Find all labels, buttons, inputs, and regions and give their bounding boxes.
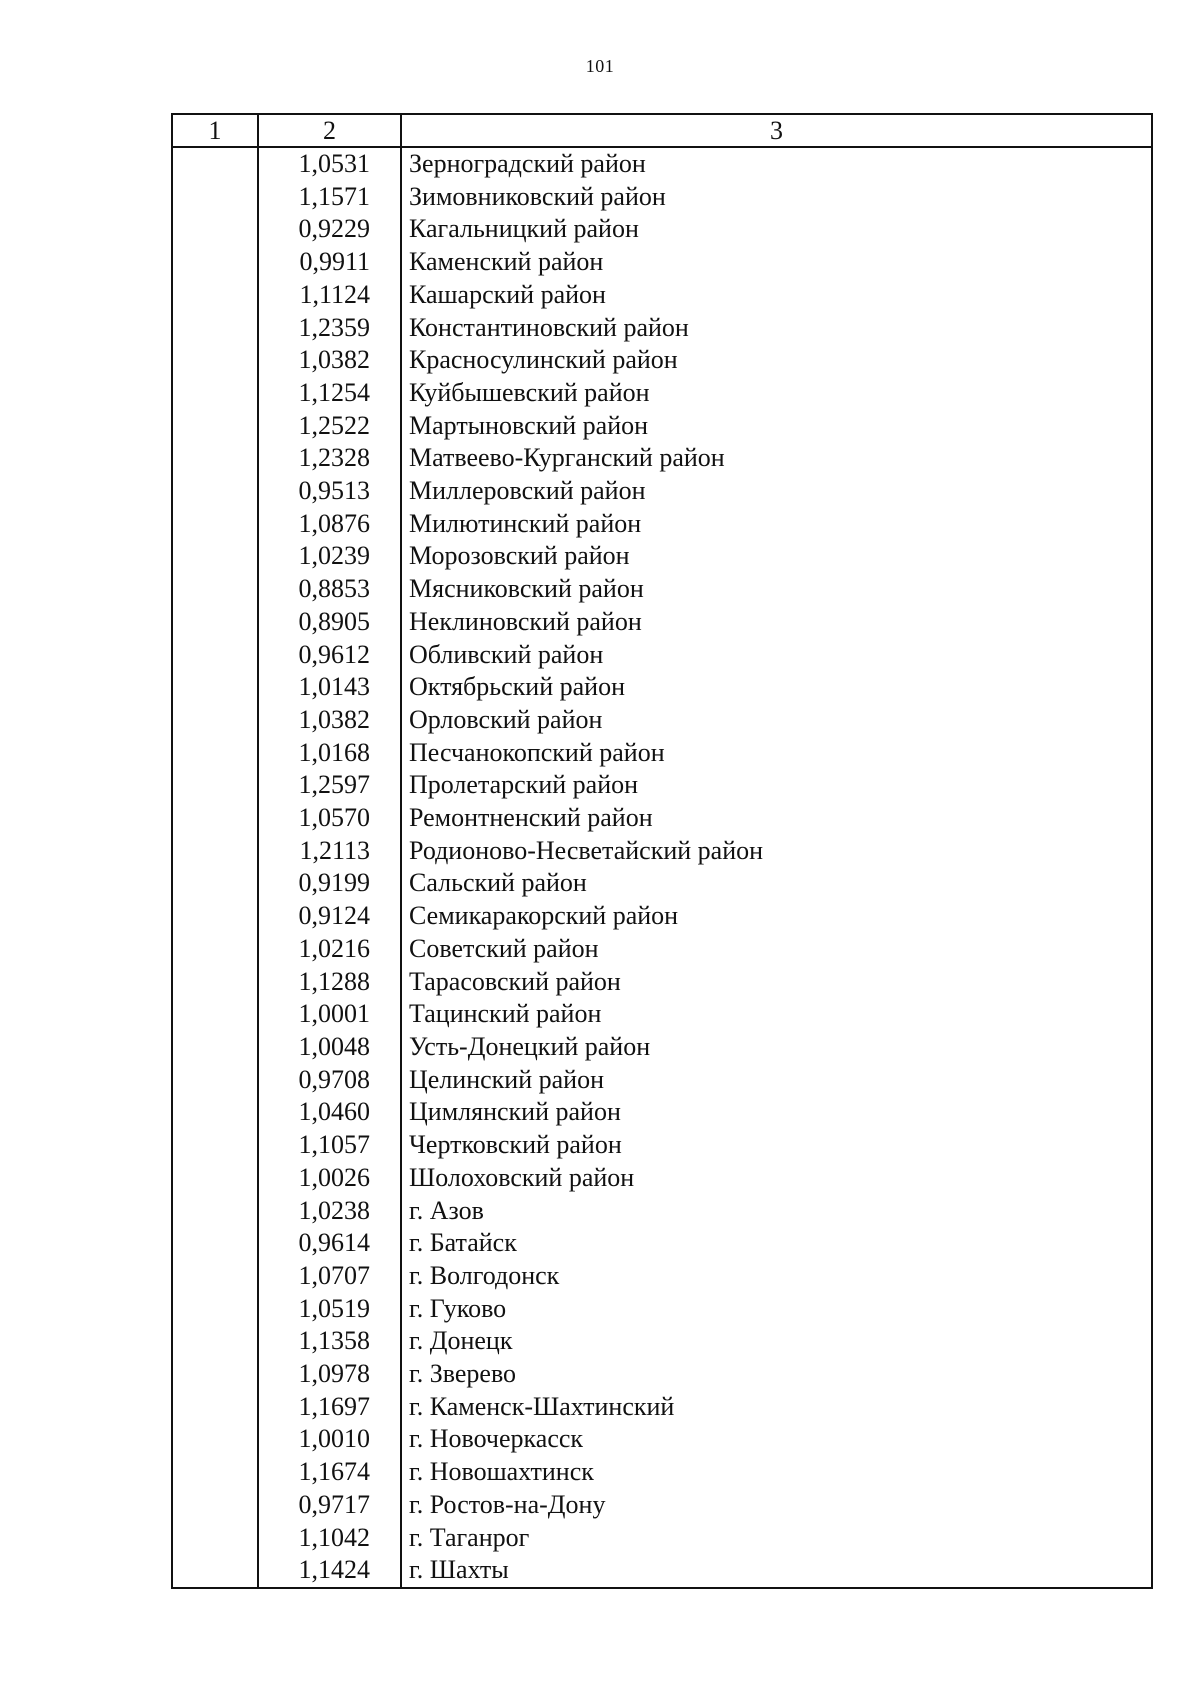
coefficient-cell: 1,0238 <box>258 1195 401 1228</box>
row-col-1-cell <box>172 1096 258 1129</box>
table-row <box>172 1227 1152 1260</box>
coefficient-cell: 0,9717 <box>258 1489 401 1522</box>
district-name-cell: Тацинский район <box>401 998 1152 1031</box>
row-col-1-cell <box>172 737 258 770</box>
table-row <box>172 1195 1152 1228</box>
coefficient-cell: 1,0239 <box>258 540 401 573</box>
table-row <box>172 933 1152 966</box>
district-name-cell: г. Донецк <box>401 1325 1152 1358</box>
row-col-1-cell <box>172 508 258 541</box>
district-name-cell: г. Таганрог <box>401 1522 1152 1555</box>
coefficient-cell: 0,9612 <box>258 639 401 672</box>
coefficient-cell: 1,1697 <box>258 1391 401 1424</box>
coefficient-cell: 1,0382 <box>258 704 401 737</box>
district-name-cell: г. Зверево <box>401 1358 1152 1391</box>
table-row <box>172 279 1152 312</box>
row-col-1-cell <box>172 1162 258 1195</box>
table-row <box>172 966 1152 999</box>
table-row <box>172 1260 1152 1293</box>
district-name-cell: Сальский район <box>401 867 1152 900</box>
district-name-cell: Кагальницкий район <box>401 213 1152 246</box>
coefficient-cell: 0,9614 <box>258 1227 401 1260</box>
table-row <box>172 1031 1152 1064</box>
table-row <box>172 998 1152 1031</box>
row-col-1-cell <box>172 1456 258 1489</box>
table-row <box>172 475 1152 508</box>
row-col-1-cell <box>172 246 258 279</box>
row-col-1-cell <box>172 1129 258 1162</box>
district-name-cell: Песчанокопский район <box>401 737 1152 770</box>
coefficient-cell: 1,2359 <box>258 312 401 345</box>
coefficient-cell: 1,1288 <box>258 966 401 999</box>
row-col-1-cell <box>172 802 258 835</box>
district-name-cell: Усть-Донецкий район <box>401 1031 1152 1064</box>
coefficient-cell: 0,9708 <box>258 1064 401 1097</box>
table-row <box>172 639 1152 672</box>
coefficient-cell: 1,0216 <box>258 933 401 966</box>
coefficient-cell: 1,0707 <box>258 1260 401 1293</box>
header-col-3: 3 <box>401 114 1152 147</box>
table-row <box>172 1423 1152 1456</box>
row-col-1-cell <box>172 1554 258 1588</box>
district-name-cell: Октябрьский район <box>401 671 1152 704</box>
district-name-cell: г. Ростов-на-Дону <box>401 1489 1152 1522</box>
table-row <box>172 1456 1152 1489</box>
district-name-cell: Мартыновский район <box>401 410 1152 443</box>
district-name-cell: Зерноградский район <box>401 147 1152 181</box>
district-name-cell: г. Гуково <box>401 1293 1152 1326</box>
row-col-1-cell <box>172 312 258 345</box>
row-col-1-cell <box>172 540 258 573</box>
district-name-cell: Советский район <box>401 933 1152 966</box>
district-name-cell: Зимовниковский район <box>401 181 1152 214</box>
table-row <box>172 900 1152 933</box>
coefficient-cell: 1,0001 <box>258 998 401 1031</box>
table-row <box>172 312 1152 345</box>
coefficient-cell: 0,9911 <box>258 246 401 279</box>
table-row <box>172 1162 1152 1195</box>
coefficient-cell: 1,0048 <box>258 1031 401 1064</box>
district-name-cell: г. Новошахтинск <box>401 1456 1152 1489</box>
row-col-1-cell <box>172 769 258 802</box>
row-col-1-cell <box>172 704 258 737</box>
row-col-1-cell <box>172 279 258 312</box>
table-row <box>172 1325 1152 1358</box>
district-name-cell: г. Азов <box>401 1195 1152 1228</box>
table-row <box>172 835 1152 868</box>
table-row <box>172 508 1152 541</box>
coefficient-cell: 1,1358 <box>258 1325 401 1358</box>
district-name-cell: Ремонтненский район <box>401 802 1152 835</box>
district-name-cell: Целинский район <box>401 1064 1152 1097</box>
coefficient-cell: 1,2328 <box>258 442 401 475</box>
coefficient-cell: 1,0143 <box>258 671 401 704</box>
page-number: 101 <box>585 56 615 76</box>
district-name-cell: Цимлянский район <box>401 1096 1152 1129</box>
table-row <box>172 1554 1152 1588</box>
coefficient-cell: 1,0978 <box>258 1358 401 1391</box>
coefficient-cell: 1,0026 <box>258 1162 401 1195</box>
table-row <box>172 377 1152 410</box>
table-row <box>172 867 1152 900</box>
row-col-1-cell <box>172 1325 258 1358</box>
header-col-2: 2 <box>258 114 401 147</box>
row-col-1-cell <box>172 1064 258 1097</box>
table-row <box>172 1522 1152 1555</box>
district-name-cell: Пролетарский район <box>401 769 1152 802</box>
coefficient-cell: 0,8905 <box>258 606 401 639</box>
district-name-cell: г. Новочеркасск <box>401 1423 1152 1456</box>
district-name-cell: Неклиновский район <box>401 606 1152 639</box>
table-row <box>172 606 1152 639</box>
row-col-1-cell <box>172 900 258 933</box>
district-name-cell: Тарасовский район <box>401 966 1152 999</box>
row-col-1-cell <box>172 1522 258 1555</box>
district-name-cell: Орловский район <box>401 704 1152 737</box>
coefficient-cell: 1,2522 <box>258 410 401 443</box>
coefficient-cell: 1,0876 <box>258 508 401 541</box>
district-name-cell: г. Батайск <box>401 1227 1152 1260</box>
coefficient-cell: 1,0382 <box>258 344 401 377</box>
table-row <box>172 246 1152 279</box>
table-row <box>172 1129 1152 1162</box>
row-col-1-cell <box>172 1358 258 1391</box>
district-name-cell: Чертковский район <box>401 1129 1152 1162</box>
table-row <box>172 1489 1152 1522</box>
district-name-cell: Красносулинский район <box>401 344 1152 377</box>
table-row <box>172 442 1152 475</box>
row-col-1-cell <box>172 1227 258 1260</box>
coefficient-cell: 1,1254 <box>258 377 401 410</box>
table-row <box>172 1358 1152 1391</box>
row-col-1-cell <box>172 181 258 214</box>
coefficients-table <box>171 113 1153 1589</box>
table-row <box>172 213 1152 246</box>
coefficient-cell: 1,0010 <box>258 1423 401 1456</box>
table-body <box>172 147 1152 1588</box>
coefficient-cell: 1,1571 <box>258 181 401 214</box>
coefficient-cell: 1,1057 <box>258 1129 401 1162</box>
table-row <box>172 802 1152 835</box>
row-col-1-cell <box>172 1260 258 1293</box>
district-name-cell: Шолоховский район <box>401 1162 1152 1195</box>
row-col-1-cell <box>172 933 258 966</box>
coefficient-cell: 0,9124 <box>258 900 401 933</box>
row-col-1-cell <box>172 835 258 868</box>
district-name-cell: Матвеево-Курганский район <box>401 442 1152 475</box>
row-col-1-cell <box>172 147 258 181</box>
district-name-cell: Миллеровский район <box>401 475 1152 508</box>
district-name-cell: г. Шахты <box>401 1554 1152 1588</box>
coefficient-cell: 1,0531 <box>258 147 401 181</box>
district-name-cell: Куйбышевский район <box>401 377 1152 410</box>
district-name-cell: г. Каменск-Шахтинский <box>401 1391 1152 1424</box>
row-col-1-cell <box>172 377 258 410</box>
row-col-1-cell <box>172 1031 258 1064</box>
table-row <box>172 147 1152 181</box>
district-name-cell: Морозовский район <box>401 540 1152 573</box>
district-name-cell: Семикаракорский район <box>401 900 1152 933</box>
coefficient-cell: 1,1124 <box>258 279 401 312</box>
row-col-1-cell <box>172 1195 258 1228</box>
coefficient-cell: 0,9513 <box>258 475 401 508</box>
row-col-1-cell <box>172 1391 258 1424</box>
coefficient-cell: 1,2597 <box>258 769 401 802</box>
district-name-cell: Каменский район <box>401 246 1152 279</box>
table-row <box>172 704 1152 737</box>
row-col-1-cell <box>172 606 258 639</box>
row-col-1-cell <box>172 344 258 377</box>
table-row <box>172 769 1152 802</box>
coefficient-cell: 1,0570 <box>258 802 401 835</box>
district-name-cell: Милютинский район <box>401 508 1152 541</box>
table-row <box>172 737 1152 770</box>
table-row <box>172 1096 1152 1129</box>
coefficient-cell: 1,1674 <box>258 1456 401 1489</box>
row-col-1-cell <box>172 998 258 1031</box>
coefficient-cell: 1,0168 <box>258 737 401 770</box>
coefficient-cell: 1,0519 <box>258 1293 401 1326</box>
table-row <box>172 181 1152 214</box>
coefficient-cell: 0,8853 <box>258 573 401 606</box>
district-name-cell: Обливский район <box>401 639 1152 672</box>
table-row <box>172 410 1152 443</box>
table-row <box>172 1391 1152 1424</box>
row-col-1-cell <box>172 671 258 704</box>
coefficient-cell: 1,0460 <box>258 1096 401 1129</box>
row-col-1-cell <box>172 213 258 246</box>
row-col-1-cell <box>172 1489 258 1522</box>
table-row <box>172 1064 1152 1097</box>
row-col-1-cell <box>172 442 258 475</box>
coefficient-cell: 1,1042 <box>258 1522 401 1555</box>
row-col-1-cell <box>172 1423 258 1456</box>
district-name-cell: Кашарский район <box>401 279 1152 312</box>
district-name-cell: Родионово-Несветайский район <box>401 835 1152 868</box>
row-col-1-cell <box>172 573 258 606</box>
header-col-1: 1 <box>172 114 258 147</box>
row-col-1-cell <box>172 966 258 999</box>
district-name-cell: Мясниковский район <box>401 573 1152 606</box>
district-name-cell: Константиновский район <box>401 312 1152 345</box>
header-row <box>172 114 1152 147</box>
row-col-1-cell <box>172 639 258 672</box>
district-name-cell: г. Волгодонск <box>401 1260 1152 1293</box>
coefficient-cell: 1,1424 <box>258 1554 401 1588</box>
coefficient-cell: 0,9229 <box>258 213 401 246</box>
table-row <box>172 540 1152 573</box>
row-col-1-cell <box>172 867 258 900</box>
table-header <box>172 114 1152 147</box>
table-row <box>172 344 1152 377</box>
coefficient-cell: 1,2113 <box>258 835 401 868</box>
row-col-1-cell <box>172 410 258 443</box>
row-col-1-cell <box>172 475 258 508</box>
table-row <box>172 671 1152 704</box>
table-row <box>172 1293 1152 1326</box>
table-row <box>172 573 1152 606</box>
coefficient-cell: 0,9199 <box>258 867 401 900</box>
row-col-1-cell <box>172 1293 258 1326</box>
